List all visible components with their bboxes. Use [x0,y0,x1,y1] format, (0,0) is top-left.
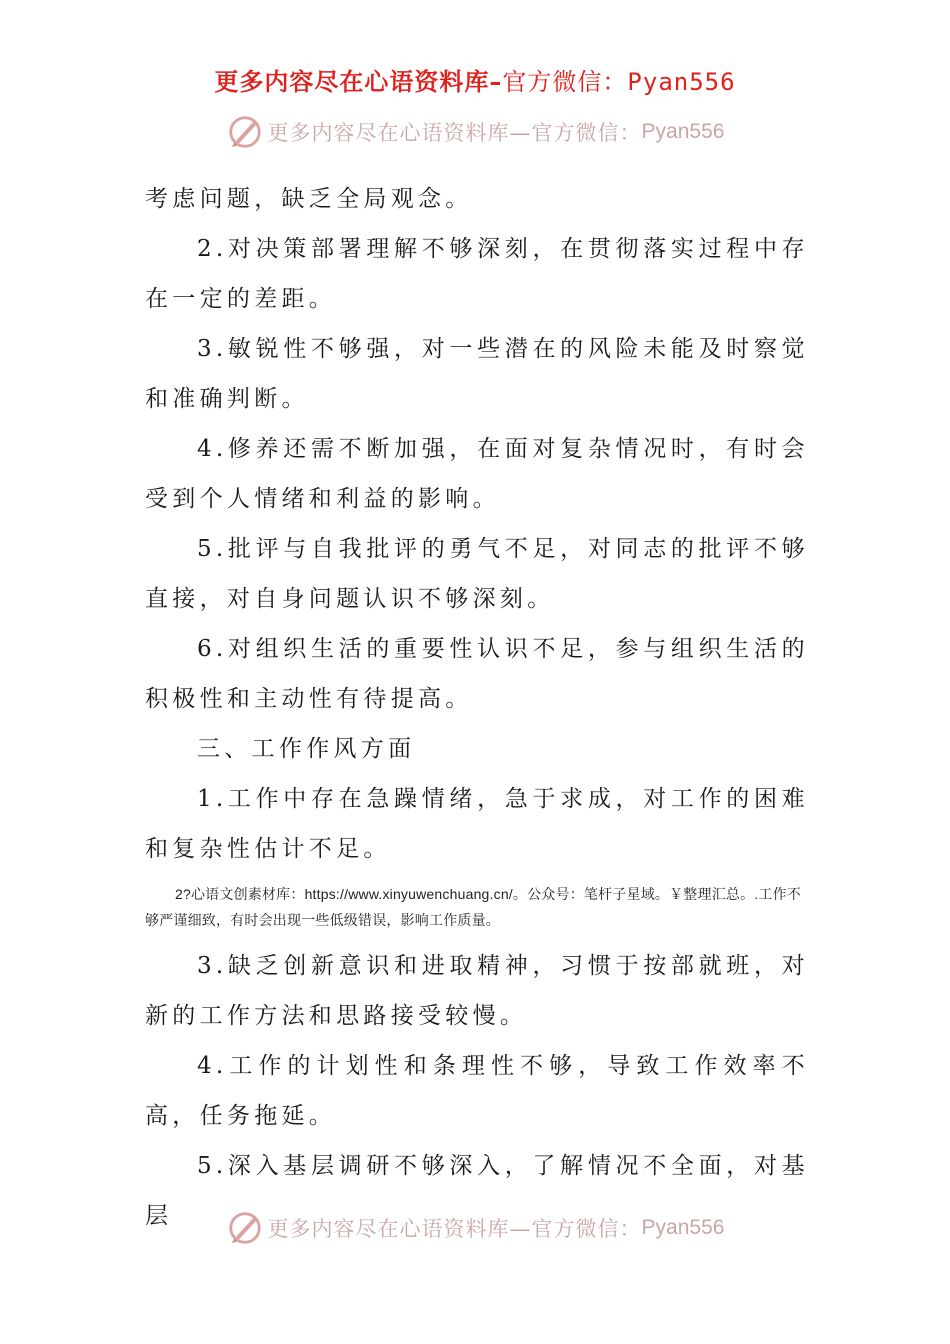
document-body [145,174,809,1241]
watermark-wechat: Pyan556 [641,120,725,143]
pen-logo-icon [226,1209,264,1247]
paragraph: 4.修养还需不断加强，在面对复杂情况时，有时会受到个人情绪和利益的影响。 [145,436,809,512]
inserted-note: 2?心语文创素材库：https://www.xinyuwenchuang.cn/。公众号：笔杆子星域。￥整理汇总。.工作不够严谨细致，有时会出现一些低级错误，影响工作质量。 [145,886,801,928]
paragraph: 4.工作的计划性和条理性不够，导致工作效率不高，任务拖延。 [145,1053,809,1129]
paragraph: 6.对组织生活的重要性认识不足，参与组织生活的积极性和主动性有待提高。 [145,636,809,712]
paragraph: 5.深入基层调研不够深入，了解情况不全面，对基层 [145,1153,809,1229]
watermark-text: 更多内容尽在心语资料库—官方微信： [267,121,642,145]
pen-logo-icon [226,113,264,151]
paragraph: 考虑问题，缺乏全局观念。 [145,186,473,212]
section-heading: 三、工作作风方面 [197,736,416,762]
paragraph: 5.批评与自我批评的勇气不足，对同志的批评不够直接，对自身问题认识不够深刻。 [145,536,809,612]
banner-wechat: 官方微信：Pyan556 [502,68,736,96]
paragraph: 3.缺乏创新意识和进取精神，习惯于按部就班，对新的工作方法和思路接受较慢。 [145,953,809,1029]
banner-separator: – [489,68,503,96]
watermark-wechat: Pyan556 [641,1216,725,1239]
watermark-text: 更多内容尽在心语资料库—官方微信： [267,1217,642,1241]
paragraph: 2.对决策部署理解不够深刻，在贯彻落实过程中存在一定的差距。 [145,236,809,312]
paragraph: 3.敏锐性不够强，对一些潜在的风险未能及时察觉和准确判断。 [145,336,809,412]
watermark-top [0,110,950,154]
paragraph: 1.工作中存在急躁情绪，急于求成，对工作的困难和复杂性估计不足。 [145,786,809,862]
banner-text: 更多内容尽在心语资料库 [214,68,490,96]
watermark-bottom [0,1206,950,1250]
top-banner [0,62,950,97]
